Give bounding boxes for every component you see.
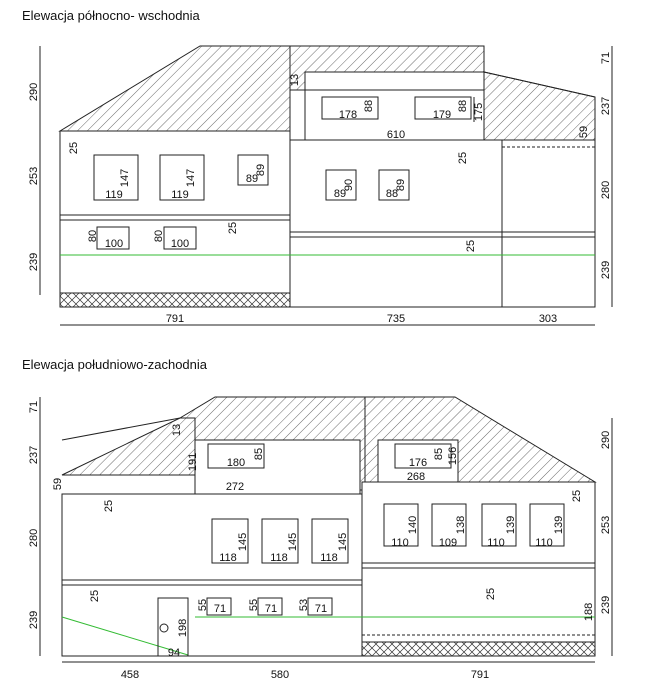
ne-roof-dim: 179 bbox=[432, 109, 452, 121]
ne-wall-dim: 25 bbox=[68, 141, 80, 155]
ne-wall-dim: 25 bbox=[227, 221, 239, 235]
elevation-south-west bbox=[40, 397, 612, 662]
sw-window-w: 118 bbox=[270, 552, 288, 564]
ne-left-dim: 253 bbox=[28, 166, 40, 186]
sw-roof-dim: 176 bbox=[408, 457, 428, 469]
sw-window-h: 145 bbox=[337, 532, 349, 552]
sw-dormer bbox=[195, 440, 360, 494]
sw-wall-dim: 25 bbox=[89, 589, 101, 603]
ne-wall-right bbox=[502, 140, 595, 307]
sw-window-h: 140 bbox=[407, 515, 419, 535]
sw-left-dim: 280 bbox=[28, 528, 40, 548]
sw-window-h: 138 bbox=[455, 515, 467, 535]
sw-window-w: 118 bbox=[320, 552, 338, 564]
sw-right-dim: 290 bbox=[600, 430, 612, 450]
ne-wall-center bbox=[290, 140, 502, 307]
sw-left-dim: 237 bbox=[28, 445, 40, 465]
ne-right-dim: 237 bbox=[600, 96, 612, 116]
sw-window-h: 139 bbox=[505, 515, 517, 535]
sw-bottom-dim: 580 bbox=[270, 669, 290, 681]
ne-window-w: 119 bbox=[105, 189, 123, 201]
ne-roof-dim: 610 bbox=[386, 129, 406, 141]
sw-roof-dim: 272 bbox=[225, 481, 245, 493]
sw-roof-dim: 156 bbox=[447, 446, 459, 466]
sw-roof-dim: 180 bbox=[226, 457, 246, 469]
title-north-east: Elewacja północno- wschodnia bbox=[22, 8, 200, 23]
ne-bottom-dim: 303 bbox=[538, 313, 558, 325]
ne-left-dim: 290 bbox=[28, 82, 40, 102]
ne-right-dim: 280 bbox=[600, 180, 612, 200]
ne-window-w: 88 bbox=[385, 188, 399, 200]
sw-left-dim: 239 bbox=[28, 610, 40, 630]
sw-window-h: 53 bbox=[298, 598, 310, 612]
sw-window-h: 55 bbox=[197, 598, 209, 612]
ne-window-w: 100 bbox=[104, 238, 124, 250]
sw-window-h: 55 bbox=[248, 598, 260, 612]
sw-roof-dim: 268 bbox=[406, 471, 426, 483]
ne-window-w: 89 bbox=[333, 188, 347, 200]
sw-left-dim: 59 bbox=[52, 477, 64, 491]
sw-window-h: 139 bbox=[553, 515, 565, 535]
ne-window-h: 89 bbox=[255, 163, 267, 177]
ne-roof-left bbox=[60, 46, 290, 131]
sw-plinth bbox=[362, 642, 595, 656]
sw-bottom-dim: 458 bbox=[120, 669, 140, 681]
ne-roof-dim: 88 bbox=[363, 99, 375, 113]
sw-window-w: 71 bbox=[264, 603, 278, 615]
ne-wall-dim: 25 bbox=[457, 151, 469, 165]
ne-window-h: 80 bbox=[87, 229, 99, 243]
ne-window-w: 119 bbox=[171, 189, 189, 201]
sw-right-dim: 239 bbox=[600, 595, 612, 615]
sw-window-w: 110 bbox=[535, 537, 553, 549]
ne-window-w: 89 bbox=[245, 173, 259, 185]
sw-door-h: 198 bbox=[177, 618, 189, 638]
ne-bottom-dim: 735 bbox=[386, 313, 406, 325]
sw-roof-dim: 85 bbox=[433, 447, 445, 461]
sw-window-w: 109 bbox=[438, 537, 458, 549]
ne-left-dim: 239 bbox=[28, 252, 40, 272]
sw-side-door-h: 188 bbox=[583, 602, 595, 622]
sw-right-dim: 253 bbox=[600, 515, 612, 535]
ne-roof-dim: 13 bbox=[289, 73, 301, 87]
ne-window-w: 100 bbox=[170, 238, 190, 250]
sw-left-dim: 71 bbox=[28, 400, 40, 414]
sw-wall-dim: 25 bbox=[571, 489, 583, 503]
ne-roof-dim: 175 bbox=[473, 102, 485, 122]
sw-window-w: 71 bbox=[314, 603, 328, 615]
ne-right-dim: 59 bbox=[578, 125, 590, 139]
sw-window-w: 118 bbox=[219, 552, 237, 564]
ne-wall-dim: 25 bbox=[465, 239, 477, 253]
sw-roof-dim: 13 bbox=[171, 423, 183, 437]
sw-window-w: 71 bbox=[213, 603, 227, 615]
ne-window-h: 80 bbox=[153, 229, 165, 243]
title-south-west: Elewacja południowo-zachodnia bbox=[22, 357, 208, 372]
sw-window-w: 110 bbox=[487, 537, 505, 549]
sw-window-h: 145 bbox=[287, 532, 299, 552]
ne-window-h: 147 bbox=[119, 168, 131, 188]
ne-window-h: 90 bbox=[343, 178, 355, 192]
sw-roof-dim: 85 bbox=[253, 447, 265, 461]
ne-right-dim: 71 bbox=[600, 51, 612, 65]
sw-bottom-dim: 791 bbox=[470, 669, 490, 681]
sw-wall-right bbox=[362, 482, 595, 656]
ne-window-h: 147 bbox=[185, 168, 197, 188]
sw-window-w: 110 bbox=[391, 537, 409, 549]
sw-wall-dim: 25 bbox=[103, 499, 115, 513]
ne-right-dim: 239 bbox=[600, 260, 612, 280]
ne-window-h: 89 bbox=[395, 178, 407, 192]
sw-wall-left bbox=[62, 494, 362, 656]
sw-door-w: 94 bbox=[167, 647, 181, 659]
sw-window-h: 145 bbox=[237, 532, 249, 552]
ne-roof-dim: 88 bbox=[457, 99, 469, 113]
ne-plinth bbox=[60, 293, 290, 307]
sw-roof-dim: 191 bbox=[187, 452, 199, 472]
ne-bottom-dim: 791 bbox=[165, 313, 185, 325]
ne-roof-dim: 178 bbox=[338, 109, 358, 121]
sw-wall-dim: 25 bbox=[485, 587, 497, 601]
